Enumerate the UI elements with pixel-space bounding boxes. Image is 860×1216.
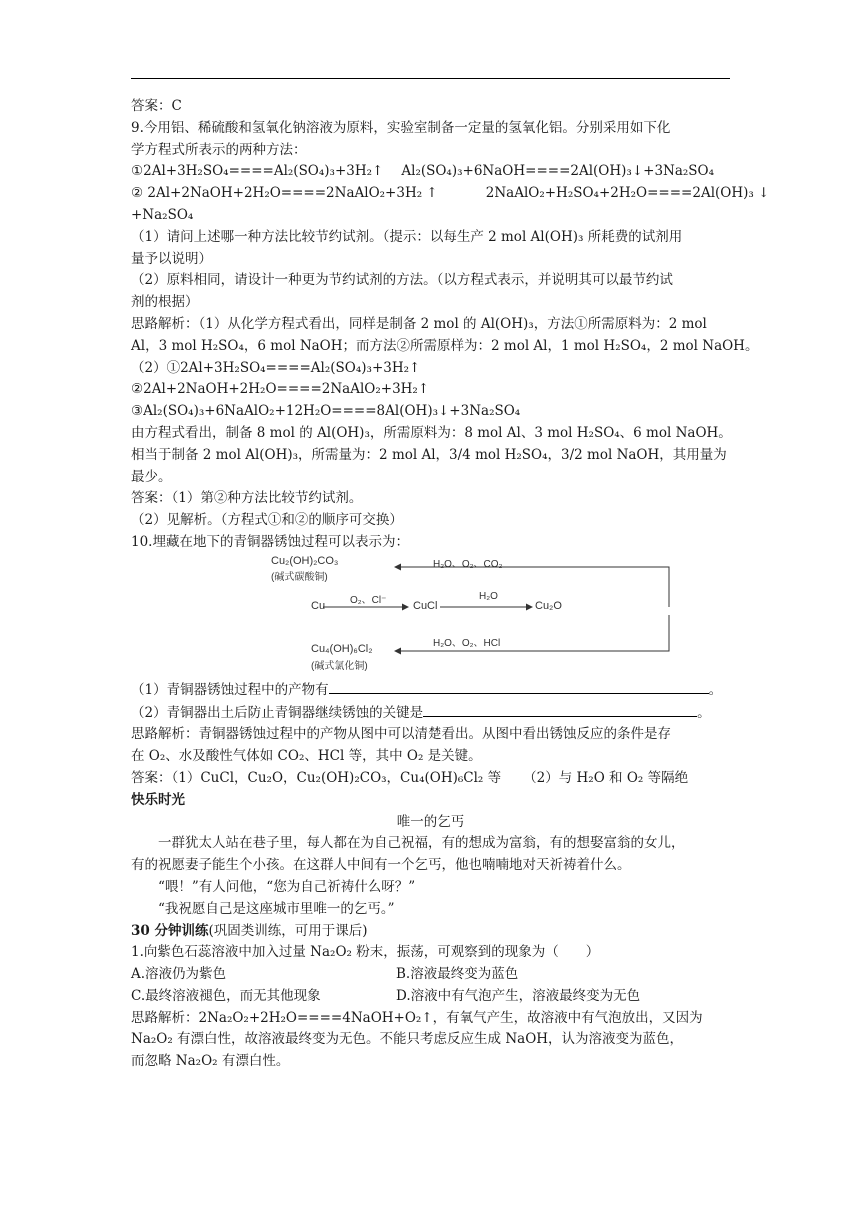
- analysis-line: 相当于制备 2 mol Al(OH)₃，所需量为：2 mol Al，3/4 mol H₂SO₄，3/2 mol NaOH，其用量为: [131, 446, 727, 463]
- question-10-text: 10.埋藏在地下的青铜器锈蚀过程可以表示为：: [131, 533, 409, 550]
- answer-part-1: 答案：（1）CuCl，Cu₂O，Cu₂(OH)₂CO₃，Cu₄(OH)₆Cl₂ 等: [131, 769, 502, 786]
- analysis-line: 而忽略 Na₂O₂ 有漂白性。: [131, 1053, 290, 1070]
- fill-blank-1: [131, 679, 730, 702]
- analysis-line: Al，3 mol H₂SO₄，6 mol NaOH；而方法②所需原样为：2 mol Al，1 mol H₂SO₄，2 mol NaOH。: [131, 337, 759, 354]
- blank-line: [329, 679, 709, 694]
- answer-line: 答案：（1）第②种方法比较节约试剂。: [131, 490, 363, 507]
- method-2-equations: [131, 183, 770, 205]
- analysis-line: Na₂O₂ 有漂白性，故溶液最终变为无色。不能只考虑反应生成 NaOH，认为溶液变为蓝色，: [131, 1031, 684, 1048]
- document-page: [131, 96, 770, 1073]
- option-c: C.最终溶液褪色，而无其他现象: [131, 987, 321, 1004]
- answer-line: （2）见解析。（方程式①和②的顺序可交换）: [131, 512, 403, 529]
- question-9-text-cont: 学方程式所表示的两种方法：: [131, 141, 307, 158]
- story-dialogue: “我祝愿自己是这座城市里唯一的乞丐。”: [158, 900, 395, 917]
- analysis-line: 由方程式看出，制备 8 mol 的 Al(OH)₃，所需原料为：8 mol Al、3 mol H₂SO₄、6 mol NaOH。: [131, 424, 732, 441]
- cu2o-label: Cu₂O: [535, 599, 562, 612]
- bottom-formula: Cu₄(OH)₆Cl₂: [311, 642, 373, 655]
- equation-2a: ② 2Al+2NaOH+2H₂O====2NaAlO₂+3H₂ ↑: [131, 185, 438, 202]
- bottom-name: (碱式氯化铜): [311, 660, 368, 672]
- blank-line: [423, 702, 697, 717]
- fill-blank-2-label: （2）青铜器出土后防止青铜器继续锈蚀的关键是: [131, 704, 424, 721]
- story-dialogue: “喂！”有人问他，“您为自己祈祷什么呀？”: [158, 878, 416, 895]
- equation-2b: 2NaAlO₂+H₂SO₄+2H₂O====2Al(OH)₃ ↓: [485, 185, 770, 202]
- answer-part-2: （2）与 H₂O 和 O₂ 等隔绝: [523, 769, 689, 786]
- options-row: [131, 964, 730, 986]
- fill-blank-2: [131, 702, 730, 725]
- story-paragraph-cont: 有的祝愿妻子能生个小孩。在这群人中间有一个乞丐，他也喃喃地对天祈祷着什么。: [131, 857, 631, 874]
- analysis-line: 思路解析：2Na₂O₂+2H₂O====4NaOH+O₂↑，有氧气产生，故溶液中有气泡放出，又因为: [131, 1009, 703, 1026]
- analysis-line: 思路解析：青铜器锈蚀过程中的产物从图中可以清楚看出。从图中看出锈蚀反应的条件是存: [131, 726, 671, 743]
- analysis-equation-3: ③Al₂(SO₄)₃+6NaAlO₂+12H₂O====8Al(OH)₃↓+3Na₂SO₄: [131, 403, 521, 420]
- top-name: (碱式碳酸铜): [271, 571, 328, 583]
- story-paragraph: 一群犹太人站在巷子里，每人都在为自己祝福，有的想成为富翁，有的想娶富翁的女儿，: [158, 835, 685, 852]
- options-row: [131, 986, 730, 1008]
- analysis-line: 最少。: [131, 468, 172, 485]
- header-rule: [131, 78, 730, 79]
- section-subtitle: (巩固类训练，可用于课后): [208, 922, 368, 939]
- section-heading-happy-time: 快乐时光: [131, 791, 185, 808]
- analysis-equation-2: ②2Al+2NaOH+2H₂O====2NaAlO₂+3H₂↑: [131, 381, 430, 398]
- top-condition: H₂O、O₂、CO₂: [433, 558, 503, 570]
- sub-question-2: （2）原料相同，请设计一种更为节约试剂的方法。（以方程式表示，并说明其可以最节约试: [131, 272, 673, 289]
- question-9-text: 9.今用铝、稀硫酸和氢氧化钠溶液为原料，实验室制备一定量的氢氧化铝。分别采用如下化: [131, 119, 671, 136]
- condition-h2o: H₂O: [479, 590, 498, 602]
- answer-line: 答案：C: [131, 98, 182, 114]
- section-heading-30min: [131, 921, 730, 943]
- top-formula: Cu₂(OH)₂CO₃: [271, 554, 339, 567]
- story-title: 唯一的乞丐: [396, 813, 465, 830]
- fill-blank-1-label: （1）青铜器锈蚀过程中的产物有: [131, 681, 329, 698]
- condition-o2-cl: O₂、Cl⁻: [350, 594, 387, 606]
- period: 。: [708, 681, 723, 698]
- cu-label: Cu: [311, 599, 326, 612]
- bottom-condition: H₂O、O₂、HCl: [433, 637, 501, 649]
- option-d: D.溶液中有气泡产生，溶液最终变为无色: [396, 987, 641, 1004]
- section-title: 30 分钟训练: [131, 922, 209, 939]
- sub-question-1-cont: 量予以说明）: [131, 250, 212, 267]
- question-1-text: 1.向紫色石蕊溶液中加入过量 Na₂O₂ 粉末，振荡，可观察到的现象为（ ）: [131, 944, 600, 961]
- sub-question-2-cont: 剂的根据）: [131, 294, 199, 311]
- cucl-label: CuCl: [413, 599, 438, 612]
- answer-line: [131, 768, 730, 790]
- analysis-line: 思路解析：（1）从化学方程式看出，同样是制备 2 mol 的 Al(OH)₃，方法①所需原料为：2 mol: [131, 315, 707, 332]
- option-a: A.溶液仍为紫色: [131, 966, 227, 983]
- sub-question-1: （1）请问上述哪一种方法比较节约试剂。（提示：以每生产 2 mol Al(OH)₃ 所耗费的试剂用: [131, 228, 683, 245]
- equation-1a: ①2Al+3H₂SO₄====Al₂(SO₄)₃+3H₂↑: [131, 163, 384, 180]
- equation-2b-cont: +Na₂SO₄: [131, 206, 194, 223]
- analysis-line: 在 O₂、水及酸性气体如 CO₂、HCl 等，其中 O₂ 是关键。: [131, 748, 482, 765]
- method-1-equations: [131, 161, 730, 183]
- period: 。: [697, 704, 711, 721]
- corrosion-diagram: [131, 554, 730, 675]
- equation-1b: Al₂(SO₄)₃+6NaOH====2Al(OH)₃↓+3Na₂SO₄: [401, 163, 715, 180]
- option-b: B.溶液最终变为蓝色: [396, 966, 519, 983]
- analysis-equation-1: （2）①2Al+3H₂SO₄====Al₂(SO₄)₃+3H₂↑: [131, 359, 421, 376]
